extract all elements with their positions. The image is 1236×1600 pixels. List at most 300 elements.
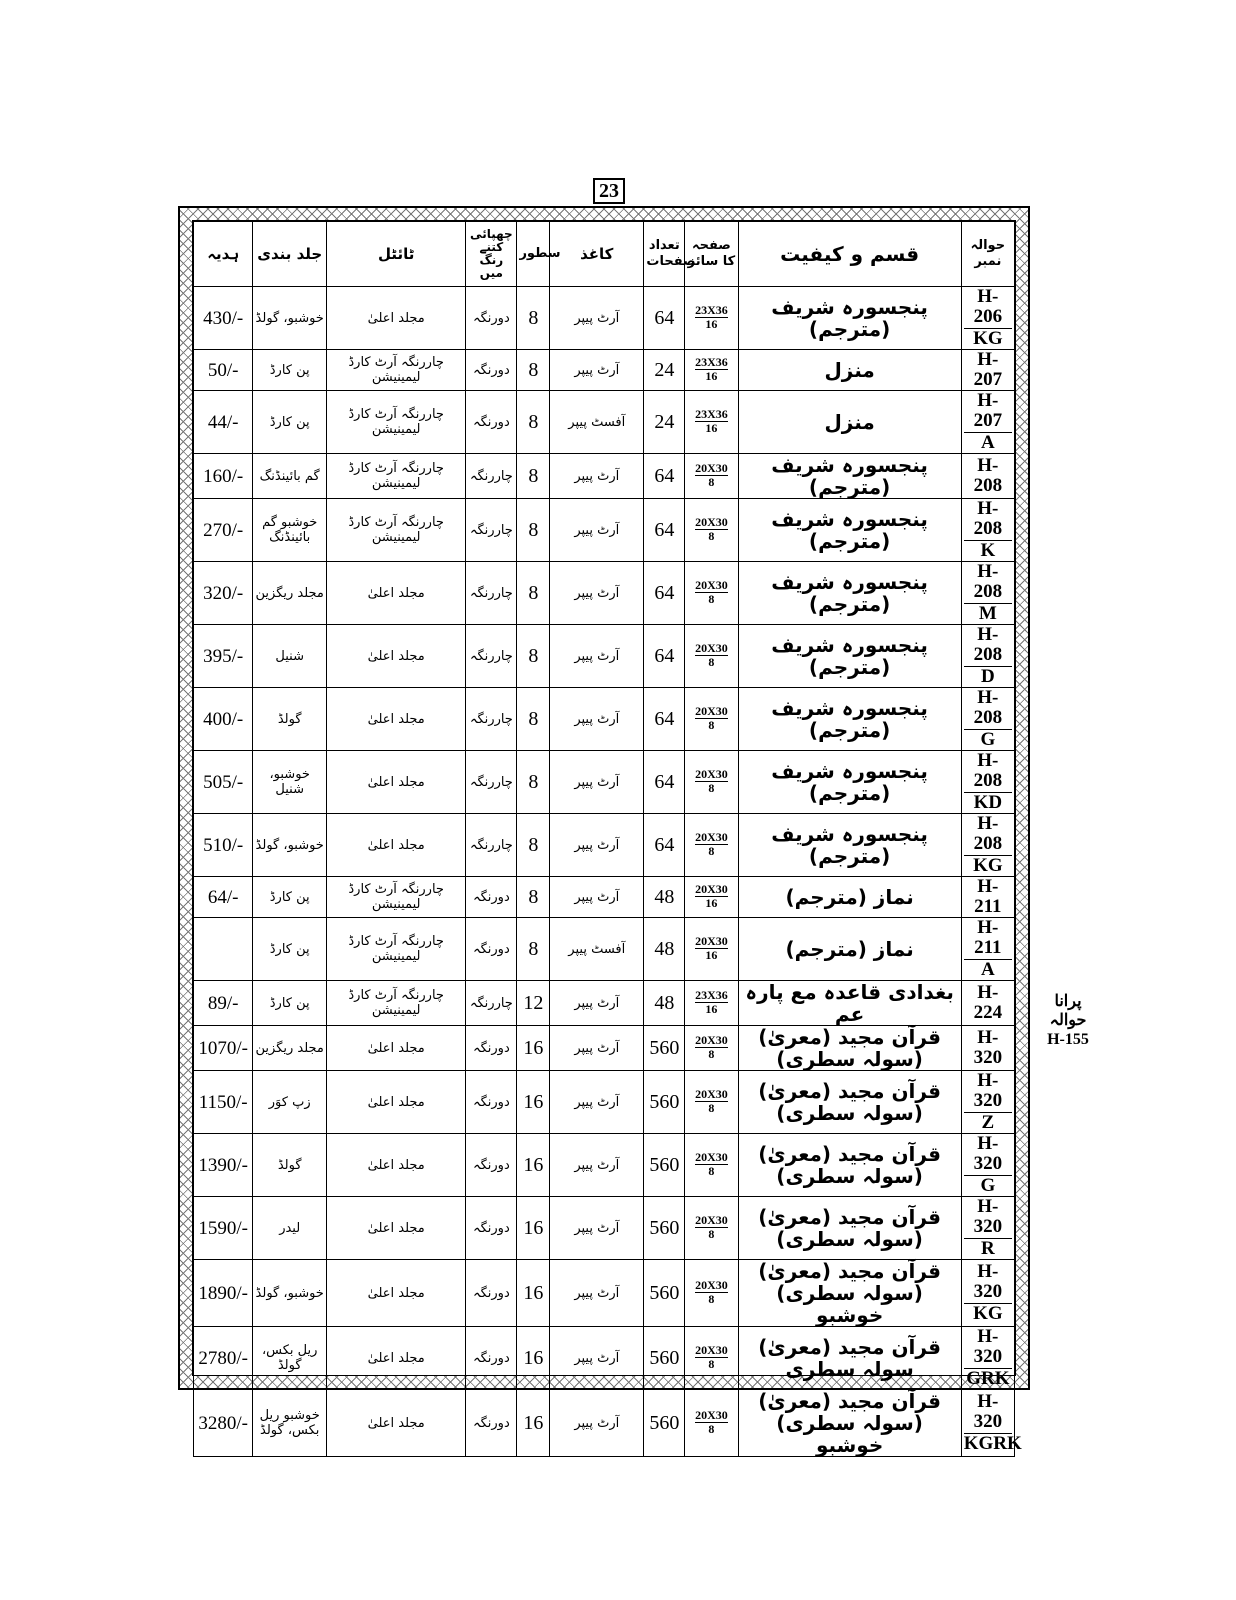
reference-code: H-224 bbox=[973, 982, 1003, 1023]
paper-cell: آرٹ پیپر bbox=[550, 499, 644, 562]
reference-cell bbox=[961, 454, 1014, 499]
reference-cell bbox=[961, 1071, 1014, 1134]
paper-cell: آرٹ پیپر bbox=[550, 625, 644, 688]
lines-cell: 8 bbox=[517, 287, 550, 350]
lines-cell: 16 bbox=[517, 1197, 550, 1260]
lines-cell: 16 bbox=[517, 1071, 550, 1134]
description-cell: قرآن مجید (معریٰ) (سولہ سطری) bbox=[738, 1071, 961, 1134]
size-numerator: 20X30 bbox=[695, 830, 728, 844]
size-numerator: 23X36 bbox=[695, 355, 728, 369]
size-cell bbox=[685, 1134, 738, 1197]
size-fraction bbox=[695, 935, 728, 961]
reference-code: H-320 bbox=[973, 1070, 1003, 1111]
reference-suffix: KG bbox=[964, 328, 1012, 349]
title-cell: چاررنگہ آرٹ کارڈ لیمینیشن bbox=[327, 350, 466, 391]
reference-code: H-320 bbox=[973, 1027, 1003, 1068]
size-numerator: 20X30 bbox=[695, 1278, 728, 1292]
table-row bbox=[194, 499, 1015, 562]
reference-code: H-208 bbox=[973, 455, 1003, 496]
paper-cell: آرٹ پیپر bbox=[550, 1390, 644, 1457]
lines-cell: 8 bbox=[517, 625, 550, 688]
size-denominator: 8 bbox=[708, 718, 715, 732]
description-cell: پنجسورہ شریف (مترجم) bbox=[738, 814, 961, 877]
binding-cell: خوشبو ریل بکس، گولڈ bbox=[253, 1390, 327, 1457]
reference-cell bbox=[961, 688, 1014, 751]
lines-cell: 16 bbox=[517, 1134, 550, 1197]
reference-cell bbox=[961, 562, 1014, 625]
size-denominator: 16 bbox=[705, 896, 718, 910]
description-cell: پنجسورہ شریف (مترجم) bbox=[738, 499, 961, 562]
title-cell: مجلد اعلیٰ bbox=[327, 1071, 466, 1134]
description-cell: پنجسورہ شریف (مترجم) bbox=[738, 625, 961, 688]
table-row bbox=[194, 1026, 1015, 1071]
title-cell: چاررنگہ آرٹ کارڈ لیمینیشن bbox=[327, 499, 466, 562]
header-row bbox=[194, 222, 1015, 287]
lines-cell: 8 bbox=[517, 814, 550, 877]
size-fraction bbox=[695, 304, 728, 330]
price-cell: 1590/- bbox=[194, 1197, 253, 1260]
size-denominator: 8 bbox=[708, 1164, 715, 1178]
title-cell: مجلد اعلیٰ bbox=[327, 688, 466, 751]
pages-cell: 560 bbox=[644, 1197, 685, 1260]
header-title: ٹائٹل bbox=[327, 222, 466, 287]
pages-cell: 48 bbox=[644, 981, 685, 1026]
reference-suffix: A bbox=[964, 959, 1012, 980]
size-fraction bbox=[695, 642, 728, 668]
reference-suffix: KGRK bbox=[963, 1433, 1022, 1454]
pages-cell: 560 bbox=[644, 1260, 685, 1327]
binding-cell: گولڈ bbox=[253, 1134, 327, 1197]
table-row bbox=[194, 1197, 1015, 1260]
size-numerator: 20X30 bbox=[695, 641, 728, 655]
reference-suffix: G bbox=[964, 729, 1012, 750]
description-cell: قرآن مجید (معریٰ) (سولہ سطری) bbox=[738, 1134, 961, 1197]
binding-cell: پن کارڈ bbox=[253, 918, 327, 981]
size-fraction bbox=[695, 1088, 728, 1114]
pages-cell: 24 bbox=[644, 350, 685, 391]
size-cell bbox=[685, 918, 738, 981]
lines-cell: 8 bbox=[517, 751, 550, 814]
table-row bbox=[194, 1390, 1015, 1457]
reference-code: H-208 bbox=[973, 687, 1003, 728]
colors-cell: چاررنگہ bbox=[466, 814, 517, 877]
size-cell bbox=[685, 350, 738, 391]
binding-cell: زپ کوَر bbox=[253, 1071, 327, 1134]
binding-cell: پن کارڈ bbox=[253, 981, 327, 1026]
description-cell: نماز (مترجم) bbox=[738, 918, 961, 981]
paper-cell: آرٹ پیپر bbox=[550, 877, 644, 918]
price-cell: 270/- bbox=[194, 499, 253, 562]
title-cell: مجلد اعلیٰ bbox=[327, 625, 466, 688]
description-cell: قرآن مجید (معریٰ) (سولہ سطری) خوشبو bbox=[738, 1260, 961, 1327]
table-row bbox=[194, 751, 1015, 814]
binding-cell: خوشبو، شنیل bbox=[253, 751, 327, 814]
colors-cell: چاررنگہ bbox=[466, 981, 517, 1026]
binding-cell: پن کارڈ bbox=[253, 350, 327, 391]
price-cell: 64/- bbox=[194, 877, 253, 918]
description-cell: بغدادی قاعدہ مع پارہ عم bbox=[738, 981, 961, 1026]
pages-cell: 64 bbox=[644, 625, 685, 688]
size-numerator: 20X30 bbox=[695, 1150, 728, 1164]
title-cell: مجلد اعلیٰ bbox=[327, 1327, 466, 1390]
size-denominator: 8 bbox=[708, 1422, 715, 1436]
table-row bbox=[194, 391, 1015, 454]
binding-cell: پن کارڈ bbox=[253, 877, 327, 918]
size-cell bbox=[685, 877, 738, 918]
table-row bbox=[194, 981, 1015, 1026]
reference-suffix: M bbox=[964, 603, 1012, 624]
price-table bbox=[193, 221, 1022, 1457]
title-cell: مجلد اعلیٰ bbox=[327, 1197, 466, 1260]
size-fraction bbox=[695, 1151, 728, 1177]
size-denominator: 8 bbox=[708, 1047, 715, 1061]
reference-cell bbox=[961, 1134, 1014, 1197]
colors-cell: دورنگہ bbox=[466, 918, 517, 981]
pages-cell: 560 bbox=[644, 1071, 685, 1134]
header-lines: سطور bbox=[517, 222, 550, 287]
header-size: صفحہ کا سائز bbox=[685, 222, 738, 287]
title-cell: مجلد اعلیٰ bbox=[327, 1390, 466, 1457]
lines-cell: 8 bbox=[517, 454, 550, 499]
colors-cell: دورنگہ bbox=[466, 1197, 517, 1260]
colors-cell: دورنگہ bbox=[466, 287, 517, 350]
binding-cell: خوشبو، گولڈ bbox=[253, 287, 327, 350]
reference-code: H-320 bbox=[973, 1133, 1003, 1174]
colors-cell: چاررنگہ bbox=[466, 751, 517, 814]
pages-cell: 64 bbox=[644, 287, 685, 350]
price-cell: 430/- bbox=[194, 287, 253, 350]
title-cell: چاررنگہ آرٹ کارڈ لیمینیشن bbox=[327, 918, 466, 981]
description-cell: پنجسورہ شریف (مترجم) bbox=[738, 287, 961, 350]
paper-cell: آرٹ پیپر bbox=[550, 562, 644, 625]
table-row bbox=[194, 814, 1015, 877]
binding-cell: گم بائینڈنگ bbox=[253, 454, 327, 499]
price-cell: 89/- bbox=[194, 981, 253, 1026]
size-denominator: 8 bbox=[708, 844, 715, 858]
reference-suffix: G bbox=[964, 1175, 1012, 1196]
reference-cell bbox=[961, 287, 1014, 350]
size-denominator: 8 bbox=[708, 529, 715, 543]
size-denominator: 8 bbox=[708, 781, 715, 795]
paper-cell: آرٹ پیپر bbox=[550, 287, 644, 350]
price-cell: 44/- bbox=[194, 391, 253, 454]
size-fraction bbox=[695, 408, 728, 434]
binding-cell: ریل بکس، گولڈ bbox=[253, 1327, 327, 1390]
lines-cell: 8 bbox=[517, 918, 550, 981]
reference-cell bbox=[961, 814, 1014, 877]
paper-cell: آرٹ پیپر bbox=[550, 1134, 644, 1197]
size-cell bbox=[685, 562, 738, 625]
paper-cell: آرٹ پیپر bbox=[550, 1026, 644, 1071]
reference-cell bbox=[961, 981, 1014, 1026]
paper-cell: آرٹ پیپر bbox=[550, 981, 644, 1026]
binding-cell: پن کارڈ bbox=[253, 391, 327, 454]
table-row bbox=[194, 918, 1015, 981]
paper-cell: آرٹ پیپر bbox=[550, 1327, 644, 1390]
reference-code: H-320 bbox=[973, 1261, 1003, 1302]
size-denominator: 8 bbox=[708, 655, 715, 669]
reference-code: H-208 bbox=[973, 498, 1003, 539]
pages-cell: 64 bbox=[644, 688, 685, 751]
size-numerator: 20X30 bbox=[695, 461, 728, 475]
paper-cell: آرٹ پیپر bbox=[550, 1071, 644, 1134]
reference-code: H-208 bbox=[973, 813, 1003, 854]
lines-cell: 16 bbox=[517, 1026, 550, 1071]
size-numerator: 20X30 bbox=[695, 578, 728, 592]
description-cell: پنجسورہ شریف (مترجم) bbox=[738, 562, 961, 625]
description-cell: قرآن مجید (معریٰ) (سولہ سطری) bbox=[738, 1197, 961, 1260]
lines-cell: 16 bbox=[517, 1260, 550, 1327]
pages-cell: 560 bbox=[644, 1026, 685, 1071]
title-cell: چاررنگہ آرٹ کارڈ لیمینیشن bbox=[327, 981, 466, 1026]
size-fraction bbox=[695, 579, 728, 605]
size-cell bbox=[685, 625, 738, 688]
size-numerator: 20X30 bbox=[695, 704, 728, 718]
description-cell: نماز (مترجم) bbox=[738, 877, 961, 918]
colors-cell: دورنگہ bbox=[466, 391, 517, 454]
reference-code: H-207 bbox=[973, 349, 1003, 390]
size-numerator: 20X30 bbox=[695, 1087, 728, 1101]
pages-cell: 64 bbox=[644, 454, 685, 499]
title-cell: مجلد اعلیٰ bbox=[327, 287, 466, 350]
colors-cell: دورنگہ bbox=[466, 1327, 517, 1390]
lines-cell: 8 bbox=[517, 562, 550, 625]
lines-cell: 8 bbox=[517, 877, 550, 918]
description-cell: پنجسورہ شریف (مترجم) bbox=[738, 454, 961, 499]
pages-cell: 64 bbox=[644, 562, 685, 625]
table-row bbox=[194, 625, 1015, 688]
paper-cell: آرٹ پیپر bbox=[550, 1197, 644, 1260]
paper-cell: آرٹ پیپر bbox=[550, 454, 644, 499]
lines-cell: 16 bbox=[517, 1327, 550, 1390]
title-cell: مجلد اعلیٰ bbox=[327, 751, 466, 814]
reference-suffix: GRK bbox=[964, 1368, 1012, 1389]
reference-cell bbox=[961, 1327, 1014, 1390]
old-reference-note bbox=[1038, 992, 1098, 1049]
lines-cell: 8 bbox=[517, 391, 550, 454]
size-fraction bbox=[695, 768, 728, 794]
price-cell: 50/- bbox=[194, 350, 253, 391]
paper-cell: آرٹ پیپر bbox=[550, 814, 644, 877]
size-numerator: 20X30 bbox=[695, 767, 728, 781]
reference-cell bbox=[961, 391, 1014, 454]
price-cell: 1390/- bbox=[194, 1134, 253, 1197]
size-numerator: 23X36 bbox=[695, 407, 728, 421]
title-cell: مجلد اعلیٰ bbox=[327, 562, 466, 625]
price-cell: 400/- bbox=[194, 688, 253, 751]
reference-code: H-208 bbox=[973, 624, 1003, 665]
paper-cell: آفسٹ پیپر bbox=[550, 918, 644, 981]
title-cell: مجلد اعلیٰ bbox=[327, 814, 466, 877]
lines-cell: 12 bbox=[517, 981, 550, 1026]
size-cell bbox=[685, 454, 738, 499]
size-numerator: 20X30 bbox=[695, 1033, 728, 1047]
description-cell: قرآن مجید (معریٰ) (سولہ سطری) bbox=[738, 1026, 961, 1071]
colors-cell: چاررنگہ bbox=[466, 454, 517, 499]
reference-code: H-208 bbox=[973, 750, 1003, 791]
description-cell: قرآن مجید (معریٰ) سولہ سطری bbox=[738, 1327, 961, 1390]
size-numerator: 23X36 bbox=[695, 303, 728, 317]
table-row bbox=[194, 688, 1015, 751]
title-cell: مجلد اعلیٰ bbox=[327, 1026, 466, 1071]
table-row bbox=[194, 1134, 1015, 1197]
colors-cell: دورنگہ bbox=[466, 1260, 517, 1327]
description-cell: پنجسورہ شریف (مترجم) bbox=[738, 751, 961, 814]
price-cell: 1150/- bbox=[194, 1071, 253, 1134]
price-cell: 3280/- bbox=[194, 1390, 253, 1457]
reference-cell bbox=[961, 499, 1014, 562]
size-denominator: 8 bbox=[708, 592, 715, 606]
size-denominator: 16 bbox=[705, 317, 718, 331]
binding-cell: مجلد ریگزین bbox=[253, 562, 327, 625]
title-cell: چاررنگہ آرٹ کارڈ لیمینیشن bbox=[327, 454, 466, 499]
pages-cell: 48 bbox=[644, 918, 685, 981]
table-row bbox=[194, 1260, 1015, 1327]
paper-cell: آرٹ پیپر bbox=[550, 1260, 644, 1327]
binding-cell: لیدر bbox=[253, 1197, 327, 1260]
lines-cell: 8 bbox=[517, 688, 550, 751]
price-table-container bbox=[192, 220, 1022, 1457]
colors-cell: دورنگہ bbox=[466, 1134, 517, 1197]
paper-cell: آرٹ پیپر bbox=[550, 688, 644, 751]
price-cell: 505/- bbox=[194, 751, 253, 814]
size-cell bbox=[685, 499, 738, 562]
header-desc: قسم و کیفیت bbox=[738, 222, 961, 287]
colors-cell: دورنگہ bbox=[466, 1071, 517, 1134]
reference-suffix: K bbox=[964, 540, 1012, 561]
table-row bbox=[194, 1071, 1015, 1134]
table-row bbox=[194, 877, 1015, 918]
binding-cell: مجلد ریگزین bbox=[253, 1026, 327, 1071]
reference-suffix: R bbox=[964, 1238, 1012, 1259]
size-numerator: 20X30 bbox=[695, 882, 728, 896]
size-numerator: 20X30 bbox=[695, 1343, 728, 1357]
reference-code: H-206 bbox=[973, 286, 1003, 327]
description-cell: منزل bbox=[738, 391, 961, 454]
colors-cell: چاررنگہ bbox=[466, 562, 517, 625]
header-binding: جلد بندی bbox=[253, 222, 327, 287]
table-row bbox=[194, 454, 1015, 499]
reference-suffix: D bbox=[964, 666, 1012, 687]
size-denominator: 16 bbox=[705, 421, 718, 435]
size-cell bbox=[685, 1327, 738, 1390]
reference-cell bbox=[961, 877, 1014, 918]
size-fraction bbox=[695, 1279, 728, 1305]
reference-code: H-320 bbox=[973, 1391, 1003, 1432]
lines-cell: 16 bbox=[517, 1390, 550, 1457]
size-cell bbox=[685, 1026, 738, 1071]
reference-code: H-320 bbox=[973, 1196, 1003, 1237]
lines-cell: 8 bbox=[517, 499, 550, 562]
price-cell: 1070/- bbox=[194, 1026, 253, 1071]
pages-cell: 24 bbox=[644, 391, 685, 454]
reference-cell bbox=[961, 625, 1014, 688]
size-cell bbox=[685, 391, 738, 454]
size-numerator: 23X36 bbox=[695, 988, 728, 1002]
binding-cell: خوشبو، گولڈ bbox=[253, 1260, 327, 1327]
reference-cell bbox=[961, 1026, 1014, 1071]
page-number: 23 bbox=[593, 178, 625, 204]
binding-cell: شنیل bbox=[253, 625, 327, 688]
title-cell: چاررنگہ آرٹ کارڈ لیمینیشن bbox=[327, 391, 466, 454]
binding-cell: گولڈ bbox=[253, 688, 327, 751]
lines-cell: 8 bbox=[517, 350, 550, 391]
paper-cell: آفسٹ پیپر bbox=[550, 391, 644, 454]
size-fraction bbox=[695, 1214, 728, 1240]
pages-cell: 560 bbox=[644, 1134, 685, 1197]
size-fraction bbox=[695, 705, 728, 731]
price-cell: 160/- bbox=[194, 454, 253, 499]
size-cell bbox=[685, 1197, 738, 1260]
description-cell: منزل bbox=[738, 350, 961, 391]
binding-cell: خوشبو، گولڈ bbox=[253, 814, 327, 877]
size-fraction bbox=[695, 1344, 728, 1370]
size-fraction bbox=[695, 1034, 728, 1060]
table-row bbox=[194, 287, 1015, 350]
size-fraction bbox=[695, 883, 728, 909]
size-fraction bbox=[695, 831, 728, 857]
size-fraction bbox=[695, 356, 728, 382]
size-denominator: 8 bbox=[708, 475, 715, 489]
colors-cell: دورنگہ bbox=[466, 1390, 517, 1457]
pages-cell: 64 bbox=[644, 751, 685, 814]
price-cell bbox=[194, 918, 253, 981]
reference-cell bbox=[961, 1260, 1014, 1327]
size-denominator: 16 bbox=[705, 1002, 718, 1016]
size-cell bbox=[685, 287, 738, 350]
size-numerator: 20X30 bbox=[695, 1213, 728, 1227]
price-cell: 395/- bbox=[194, 625, 253, 688]
reference-cell bbox=[961, 751, 1014, 814]
size-cell bbox=[685, 814, 738, 877]
pages-cell: 64 bbox=[644, 814, 685, 877]
header-pages: تعداد صفحات bbox=[644, 222, 685, 287]
reference-cell bbox=[961, 1390, 1022, 1457]
title-cell: مجلد اعلیٰ bbox=[327, 1260, 466, 1327]
reference-suffix: A bbox=[964, 432, 1012, 453]
description-cell: پنجسورہ شریف (مترجم) bbox=[738, 688, 961, 751]
pages-cell: 560 bbox=[644, 1390, 685, 1457]
size-numerator: 20X30 bbox=[695, 1408, 728, 1422]
price-cell: 320/- bbox=[194, 562, 253, 625]
header-ref: حوالہ نمبر bbox=[961, 222, 1014, 287]
size-denominator: 16 bbox=[705, 369, 718, 383]
colors-cell: دورنگہ bbox=[466, 877, 517, 918]
price-cell: 510/- bbox=[194, 814, 253, 877]
size-fraction bbox=[695, 516, 728, 542]
reference-cell bbox=[961, 918, 1014, 981]
reference-code: H-207 bbox=[973, 390, 1003, 431]
header-colors: چھپائی کتنے رنگ میں bbox=[466, 222, 517, 287]
reference-suffix: KD bbox=[964, 792, 1012, 813]
old-reference-label: پرانا حوالہ bbox=[1049, 993, 1087, 1029]
paper-cell: آرٹ پیپر bbox=[550, 751, 644, 814]
size-numerator: 20X30 bbox=[695, 515, 728, 529]
reference-cell bbox=[961, 1197, 1014, 1260]
size-numerator: 20X30 bbox=[695, 934, 728, 948]
description-cell: قرآن مجید (معریٰ) (سولہ سطری) خوشبو bbox=[738, 1390, 961, 1457]
reference-cell bbox=[961, 350, 1014, 391]
size-denominator: 8 bbox=[708, 1292, 715, 1306]
colors-cell: دورنگہ bbox=[466, 1026, 517, 1071]
pages-cell: 64 bbox=[644, 499, 685, 562]
colors-cell: چاررنگہ bbox=[466, 688, 517, 751]
price-cell: 2780/- bbox=[194, 1327, 253, 1390]
paper-cell: آرٹ پیپر bbox=[550, 350, 644, 391]
size-fraction bbox=[695, 1409, 728, 1435]
binding-cell: خوشبو گم بائینڈنگ bbox=[253, 499, 327, 562]
table-row bbox=[194, 1327, 1015, 1390]
